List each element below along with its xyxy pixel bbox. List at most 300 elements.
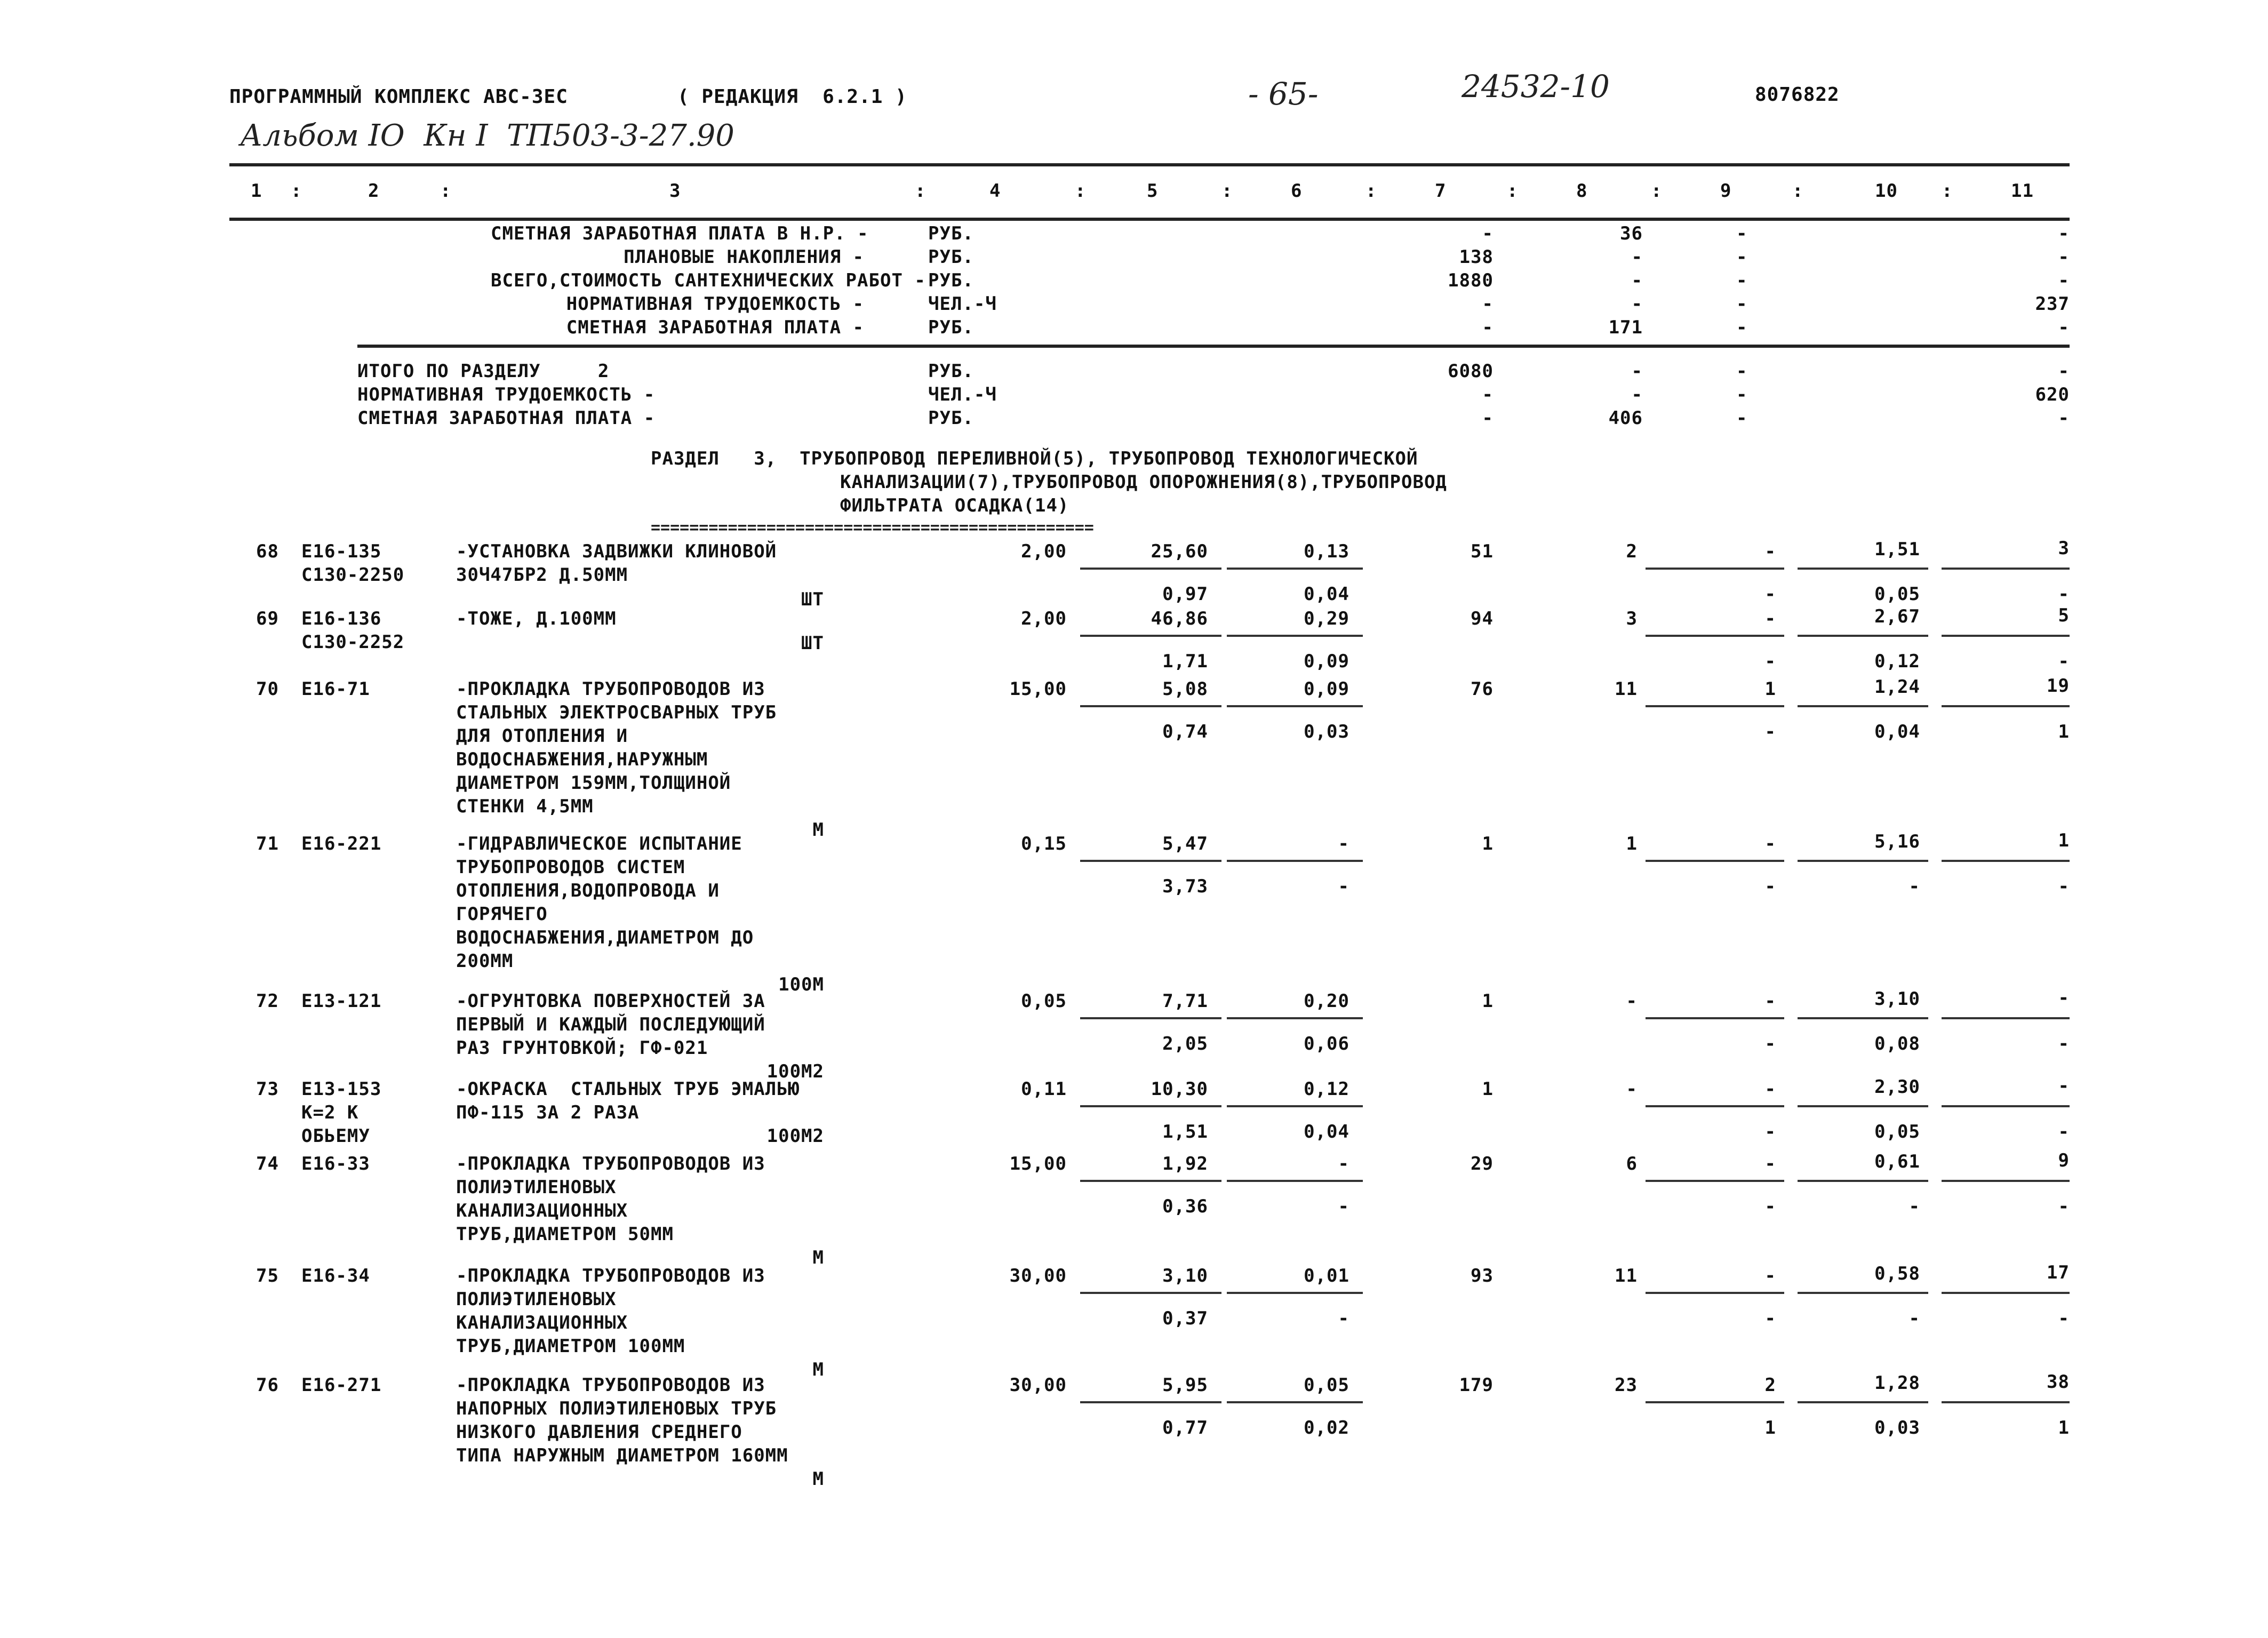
row-73-col5-top: 10,30	[1151, 1078, 1208, 1100]
row-74-col11-top: 9	[2058, 1150, 2070, 1171]
summary1-col8-2: -	[1631, 270, 1643, 291]
row-76-unit: М	[812, 1468, 824, 1490]
row-76-desc-2: НИЗКОГО ДАВЛЕНИЯ СРЕДНЕГО	[456, 1421, 742, 1443]
summary1-col9-1: -	[1736, 246, 1748, 268]
row-72-desc-1: ПЕРВЫЙ И КАЖДЫЙ ПОСЛЕДУЮЩИЙ	[456, 1014, 765, 1035]
column-number-2: 2	[368, 180, 380, 202]
row-76-desc-3: ТИПА НАРУЖНЫМ ДИАМЕТРОМ 160ММ	[456, 1445, 788, 1466]
row-68-col9-bottom: -	[1764, 584, 1776, 605]
row-76-col9-rule	[1646, 1401, 1784, 1403]
summary2-col7-1: -	[1482, 384, 1494, 405]
row-68-col10-bottom: 0,05	[1874, 584, 1920, 605]
row-74-desc-2: КАНАЛИЗАЦИОННЫХ	[456, 1200, 628, 1221]
summary1-col11-3: 237	[2035, 293, 2070, 315]
row-68-col5-rule	[1080, 568, 1221, 570]
row-72-number: 72	[256, 990, 279, 1012]
row-69-number: 69	[256, 608, 279, 629]
row-71-code-0: Е16-221	[301, 833, 382, 854]
document-number: 8076822	[1755, 84, 1840, 106]
row-72-col6-bottom: 0,06	[1304, 1033, 1349, 1054]
summary1-unit-3: ЧЕЛ.-Ч	[928, 293, 997, 315]
row-74-col8: 6	[1626, 1153, 1638, 1174]
row-71-desc-3: ГОРЯЧЕГО	[456, 904, 548, 925]
row-73-col7: 1	[1482, 1078, 1494, 1100]
row-75-col5-bottom: 0,37	[1162, 1308, 1208, 1329]
row-74-quantity: 15,00	[1009, 1153, 1067, 1174]
row-73-col11-bottom: -	[2058, 1121, 2070, 1142]
row-69-col5-rule	[1080, 635, 1221, 637]
row-75-col11-bottom: -	[2058, 1308, 2070, 1329]
row-71-quantity: 0,15	[1021, 833, 1067, 854]
row-73-col8: -	[1626, 1078, 1638, 1100]
row-68-col11-top: 3	[2058, 538, 2070, 559]
row-71-col8: 1	[1626, 833, 1638, 854]
row-71-desc-2: ОТОПЛЕНИЯ,ВОДОПРОВОДА И	[456, 880, 720, 901]
row-76-col9-top: 2	[1764, 1375, 1776, 1396]
row-75-code-0: Е16-34	[301, 1265, 370, 1287]
row-71-desc-5: 200ММ	[456, 950, 514, 972]
summary1-col9-4: -	[1736, 317, 1748, 338]
program-title: ПРОГРАММНЫЙ КОМПЛЕКС АВС-3ЕС	[229, 86, 568, 108]
column-number-1: 1	[251, 180, 262, 202]
row-74-col10-rule	[1798, 1180, 1928, 1182]
page-number: - 65-	[1248, 76, 1319, 112]
summary1-col8-3: -	[1631, 293, 1643, 315]
section-title-line-1: КАНАЛИЗАЦИИ(7),ТРУБОПРОВОД ОПОРОЖНЕНИЯ(8),ТРУБОПРОВОД	[840, 472, 1447, 493]
row-76-col10-top: 1,28	[1874, 1372, 1920, 1394]
column-number-11: 11	[2011, 180, 2034, 202]
row-76-desc-1: НАПОРНЫХ ПОЛИЭТИЛЕНОВЫХ ТРУБ	[456, 1398, 777, 1419]
column-separator-6: :	[1507, 180, 1519, 202]
summary1-col11-1: -	[2058, 246, 2070, 268]
row-68-col8: 2	[1626, 541, 1638, 562]
row-72-col11-rule	[1942, 1017, 2070, 1019]
row-71-number: 71	[256, 833, 279, 854]
row-73-code-0: Е13-153	[301, 1078, 382, 1100]
row-68-col5-top: 25,60	[1151, 541, 1208, 562]
row-76-code-0: Е16-271	[301, 1375, 382, 1396]
row-70-col6-bottom: 0,03	[1304, 721, 1349, 742]
row-76-col6-rule	[1227, 1401, 1363, 1403]
row-71-col6-bottom: -	[1338, 876, 1349, 897]
row-70-desc-3: ВОДОСНАБЖЕНИЯ,НАРУЖНЫМ	[456, 749, 708, 770]
summary2-col11-2: -	[2058, 407, 2070, 429]
section-title-line-2: ФИЛЬТРАТА ОСАДКА(14)	[840, 495, 1069, 516]
row-76-col5-bottom: 0,77	[1162, 1417, 1208, 1439]
row-75-quantity: 30,00	[1009, 1265, 1067, 1287]
column-separator-1: :	[440, 180, 452, 202]
summary1-col8-0: 36	[1620, 223, 1643, 244]
row-70-col11-rule	[1942, 705, 2070, 707]
row-73-col6-bottom: 0,04	[1304, 1121, 1349, 1142]
row-69-col10-bottom: 0,12	[1874, 651, 1920, 672]
row-68-code-0: Е16-135	[301, 541, 382, 562]
row-70-col10-bottom: 0,04	[1874, 721, 1920, 742]
row-69-col11-rule	[1942, 635, 2070, 637]
row-70-col9-top: 1	[1764, 678, 1776, 700]
row-68-desc-1: 30Ч47БР2 Д.50ММ	[456, 564, 628, 586]
row-71-col9-top: -	[1764, 833, 1776, 854]
summary1-col7-3: -	[1482, 293, 1494, 315]
row-68-col10-rule	[1798, 568, 1928, 570]
header-top-rule	[229, 163, 2070, 166]
row-76-col6-top: 0,05	[1304, 1375, 1349, 1396]
row-70-col5-rule	[1080, 705, 1221, 707]
row-76-col5-top: 5,95	[1162, 1375, 1208, 1396]
row-71-col5-top: 5,47	[1162, 833, 1208, 854]
summary2-col8-0: -	[1631, 361, 1643, 382]
row-72-col5-rule	[1080, 1017, 1221, 1019]
row-73-col6-rule	[1227, 1105, 1363, 1107]
row-72-col8: -	[1626, 990, 1638, 1012]
row-68-col11-bottom: -	[2058, 584, 2070, 605]
row-69-col9-rule	[1646, 635, 1784, 637]
row-68-col10-top: 1,51	[1874, 539, 1920, 560]
row-71-col11-top: 1	[2058, 830, 2070, 851]
summary1-col9-3: -	[1736, 293, 1748, 315]
row-68-col9-top: -	[1764, 541, 1776, 562]
row-74-col11-rule	[1942, 1180, 2070, 1182]
row-68-col11-rule	[1942, 568, 2070, 570]
row-75-desc-3: ТРУБ,ДИАМЕТРОМ 100ММ	[456, 1336, 685, 1357]
row-69-col11-top: 5	[2058, 605, 2070, 626]
row-76-col10-rule	[1798, 1401, 1928, 1403]
column-separator-0: :	[291, 180, 302, 202]
row-76-number: 76	[256, 1375, 279, 1396]
row-69-col11-bottom: -	[2058, 651, 2070, 672]
column-separator-8: :	[1792, 180, 1804, 202]
row-70-col6-top: 0,09	[1304, 678, 1349, 700]
summary2-label-1: НОРМАТИВНАЯ ТРУДОЕМКОСТЬ -	[357, 384, 656, 405]
row-75-col6-bottom: -	[1338, 1308, 1349, 1329]
row-73-unit: 100М2	[766, 1125, 824, 1147]
row-71-col5-bottom: 3,73	[1162, 876, 1208, 897]
row-76-col6-bottom: 0,02	[1304, 1417, 1349, 1439]
row-71-col5-rule	[1080, 860, 1221, 862]
column-number-9: 9	[1720, 180, 1732, 202]
row-75-desc-2: КАНАЛИЗАЦИОННЫХ	[456, 1312, 628, 1333]
summary2-label-0: ИТОГО ПО РАЗДЕЛУ 2	[357, 361, 610, 382]
row-69-col8: 3	[1626, 608, 1638, 629]
row-73-desc-0: -ОКРАСКА СТАЛЬНЫХ ТРУБ ЭМАЛЬЮ	[456, 1078, 800, 1100]
row-69-code-1: С130-2252	[301, 632, 405, 653]
summary1-col9-2: -	[1736, 270, 1748, 291]
column-number-5: 5	[1147, 180, 1159, 202]
row-72-col10-rule	[1798, 1017, 1928, 1019]
document-code: 24532-10	[1462, 68, 1610, 105]
row-70-desc-4: ДИАМЕТРОМ 159ММ,ТОЛЩИНОЙ	[456, 772, 731, 794]
row-76-col5-rule	[1080, 1401, 1221, 1403]
row-75-col9-rule	[1646, 1292, 1784, 1294]
row-74-desc-0: -ПРОКЛАДКА ТРУБОПРОВОДОВ ИЗ	[456, 1153, 765, 1174]
row-68-quantity: 2,00	[1021, 541, 1067, 562]
column-separator-2: :	[915, 180, 927, 202]
row-70-desc-2: ДЛЯ ОТОПЛЕНИЯ И	[456, 725, 628, 747]
row-76-col11-rule	[1942, 1401, 2070, 1403]
column-separator-3: :	[1075, 180, 1087, 202]
row-71-col6-rule	[1227, 860, 1363, 862]
row-72-quantity: 0,05	[1021, 990, 1067, 1012]
row-72-code-0: Е13-121	[301, 990, 382, 1012]
summary2-col9-1: -	[1736, 384, 1748, 405]
row-70-col7: 76	[1471, 678, 1494, 700]
row-74-col6-top: -	[1338, 1153, 1349, 1174]
summary2-unit-0: РУБ.	[928, 361, 974, 382]
row-69-desc-0: -ТОЖЕ, Д.100ММ	[456, 608, 617, 629]
row-76-col11-bottom: 1	[2058, 1417, 2070, 1439]
row-75-col10-rule	[1798, 1292, 1928, 1294]
row-75-unit: М	[812, 1359, 824, 1380]
row-68-code-1: С130-2250	[301, 564, 405, 586]
row-70-col11-top: 19	[2047, 675, 2070, 697]
row-75-col11-top: 17	[2047, 1262, 2070, 1283]
section-title-line-0: РАЗДЕЛ 3, ТРУБОПРОВОД ПЕРЕЛИВНОЙ(5), ТРУБОПРОВОД ТЕХНОЛОГИЧЕСКОЙ	[651, 448, 1418, 469]
row-68-col5-bottom: 0,97	[1162, 584, 1208, 605]
row-74-col9-bottom: -	[1764, 1196, 1776, 1217]
summary1-col7-4: -	[1482, 317, 1494, 338]
summary2-label-2: СМЕТНАЯ ЗАРАБОТНАЯ ПЛАТА -	[357, 407, 656, 429]
row-72-col6-rule	[1227, 1017, 1363, 1019]
row-70-col9-bottom: -	[1764, 721, 1776, 742]
row-76-col9-bottom: 1	[1764, 1417, 1776, 1439]
row-76-col8: 23	[1615, 1375, 1638, 1396]
row-72-desc-2: РАЗ ГРУНТОВКОЙ; ГФ-021	[456, 1037, 708, 1059]
row-71-col6-top: -	[1338, 833, 1349, 854]
row-74-col10-bottom: -	[1908, 1196, 1920, 1217]
summary1-col7-1: 138	[1459, 246, 1494, 268]
row-69-col9-top: -	[1764, 608, 1776, 629]
summary1-unit-0: РУБ.	[928, 223, 974, 244]
row-71-col11-rule	[1942, 860, 2070, 862]
row-72-col5-bottom: 2,05	[1162, 1033, 1208, 1054]
row-73-col5-rule	[1080, 1105, 1221, 1107]
summary1-label-3: НОРМАТИВНАЯ ТРУДОЕМКОСТЬ -	[566, 293, 864, 315]
row-69-quantity: 2,00	[1021, 608, 1067, 629]
row-73-col10-top: 2,30	[1874, 1076, 1920, 1098]
row-69-col7: 94	[1471, 608, 1494, 629]
summary1-col7-0: -	[1482, 223, 1494, 244]
row-75-col6-top: 0,01	[1304, 1265, 1349, 1287]
row-72-unit: 100М2	[766, 1061, 824, 1082]
row-73-code-1: К=2 К	[301, 1102, 359, 1123]
row-72-col10-top: 3,10	[1874, 988, 1920, 1010]
column-separator-9: :	[1942, 180, 1953, 202]
row-70-col5-top: 5,08	[1162, 678, 1208, 700]
column-number-4: 4	[989, 180, 1001, 202]
row-74-col9-rule	[1646, 1180, 1784, 1182]
row-69-col9-bottom: -	[1764, 651, 1776, 672]
row-71-col10-rule	[1798, 860, 1928, 862]
row-70-col6-rule	[1227, 705, 1363, 707]
row-75-col7: 93	[1471, 1265, 1494, 1287]
row-75-desc-0: -ПРОКЛАДКА ТРУБОПРОВОДОВ ИЗ	[456, 1265, 765, 1287]
row-76-desc-0: -ПРОКЛАДКА ТРУБОПРОВОДОВ ИЗ	[456, 1375, 765, 1396]
row-75-col5-top: 3,10	[1162, 1265, 1208, 1287]
row-70-col11-bottom: 1	[2058, 721, 2070, 742]
row-70-desc-0: -ПРОКЛАДКА ТРУБОПРОВОДОВ ИЗ	[456, 678, 765, 700]
row-70-col10-top: 1,24	[1874, 676, 1920, 698]
summary2-unit-2: РУБ.	[928, 407, 974, 429]
row-69-col10-rule	[1798, 635, 1928, 637]
row-75-col10-bottom: -	[1908, 1308, 1920, 1329]
summary1-unit-1: РУБ.	[928, 246, 974, 268]
row-73-col11-top: -	[2058, 1075, 2070, 1097]
row-75-col8: 11	[1615, 1265, 1638, 1287]
row-68-unit: ШТ	[801, 589, 824, 610]
row-72-col10-bottom: 0,08	[1874, 1033, 1920, 1054]
summary1-label-1: ПЛАНОВЫЕ НАКОПЛЕНИЯ -	[624, 246, 864, 268]
row-74-col6-bottom: -	[1338, 1196, 1349, 1217]
summary-divider	[357, 345, 2070, 348]
summary1-col9-0: -	[1736, 223, 1748, 244]
row-72-col6-top: 0,20	[1304, 990, 1349, 1012]
row-76-col11-top: 38	[2047, 1371, 2070, 1393]
row-72-col11-bottom: -	[2058, 1033, 2070, 1054]
row-71-col10-bottom: -	[1908, 876, 1920, 897]
row-73-code-2: ОБЬЕМУ	[301, 1125, 370, 1147]
summary2-col8-2: 406	[1608, 407, 1643, 429]
summary1-col11-2: -	[2058, 270, 2070, 291]
row-69-code-0: Е16-136	[301, 608, 382, 629]
row-69-unit: ШТ	[801, 633, 824, 654]
header-bottom-rule	[229, 218, 2070, 221]
row-71-unit: 100М	[778, 974, 824, 995]
row-75-col6-rule	[1227, 1292, 1363, 1294]
column-number-10: 10	[1875, 180, 1898, 202]
summary2-col9-0: -	[1736, 361, 1748, 382]
row-68-col9-rule	[1646, 568, 1784, 570]
row-76-col7: 179	[1459, 1375, 1494, 1396]
summary2-col7-2: -	[1482, 407, 1494, 429]
row-72-col9-top: -	[1764, 990, 1776, 1012]
row-73-quantity: 0,11	[1021, 1078, 1067, 1100]
row-69-col5-top: 46,86	[1151, 608, 1208, 629]
row-73-number: 73	[256, 1078, 279, 1100]
row-69-col10-top: 2,67	[1874, 606, 1920, 627]
edition-label: ( РЕДАКЦИЯ 6.2.1 )	[677, 86, 907, 108]
row-75-number: 75	[256, 1265, 279, 1287]
column-number-7: 7	[1435, 180, 1447, 202]
row-71-col9-rule	[1646, 860, 1784, 862]
row-71-desc-1: ТРУБОПРОВОДОВ СИСТЕМ	[456, 857, 685, 878]
column-number-3: 3	[669, 180, 681, 202]
row-70-desc-5: СТЕНКИ 4,5ММ	[456, 796, 594, 817]
row-68-desc-0: -УСТАНОВКА ЗАДВИЖКИ КЛИНОВОЙ	[456, 541, 777, 562]
row-73-desc-1: ПФ-115 ЗА 2 РАЗА	[456, 1102, 640, 1123]
column-separator-7: :	[1651, 180, 1663, 202]
row-74-col10-top: 0,61	[1874, 1151, 1920, 1172]
row-72-col5-top: 7,71	[1162, 990, 1208, 1012]
row-70-unit: М	[812, 819, 824, 841]
row-74-desc-3: ТРУБ,ДИАМЕТРОМ 50ММ	[456, 1224, 674, 1245]
row-71-col11-bottom: -	[2058, 876, 2070, 897]
row-68-col6-top: 0,13	[1304, 541, 1349, 562]
row-70-number: 70	[256, 678, 279, 700]
row-71-col9-bottom: -	[1764, 876, 1776, 897]
row-74-col9-top: -	[1764, 1153, 1776, 1174]
row-71-col7: 1	[1482, 833, 1494, 854]
row-69-col6-top: 0,29	[1304, 608, 1349, 629]
summary1-label-0: СМЕТНАЯ ЗАРАБОТНАЯ ПЛАТА В Н.Р. -	[491, 223, 869, 244]
summary1-label-4: СМЕТНАЯ ЗАРАБОТНАЯ ПЛАТА -	[566, 317, 864, 338]
row-75-desc-1: ПОЛИЭТИЛЕНОВЫХ	[456, 1289, 617, 1310]
column-number-6: 6	[1291, 180, 1303, 202]
summary1-unit-4: РУБ.	[928, 317, 974, 338]
row-69-col6-rule	[1227, 635, 1363, 637]
summary2-unit-1: ЧЕЛ.-Ч	[928, 384, 997, 405]
row-73-col9-bottom: -	[1764, 1121, 1776, 1142]
row-72-col9-rule	[1646, 1017, 1784, 1019]
row-70-col10-rule	[1798, 705, 1928, 707]
row-68-number: 68	[256, 541, 279, 562]
section-rule: ==============================================	[651, 518, 1094, 537]
row-70-col5-bottom: 0,74	[1162, 721, 1208, 742]
row-73-col6-top: 0,12	[1304, 1078, 1349, 1100]
row-70-quantity: 15,00	[1009, 678, 1067, 700]
row-71-desc-0: -ГИДРАВЛИЧЕСКОЕ ИСПЫТАНИЕ	[456, 833, 742, 854]
row-74-col7: 29	[1471, 1153, 1494, 1174]
row-69-col6-bottom: 0,09	[1304, 651, 1349, 672]
summary1-unit-2: РУБ.	[928, 270, 974, 291]
row-74-unit: М	[812, 1247, 824, 1268]
row-71-col10-top: 5,16	[1874, 831, 1920, 852]
row-70-col8: 11	[1615, 678, 1638, 700]
column-number-8: 8	[1576, 180, 1588, 202]
summary2-col7-0: 6080	[1448, 361, 1494, 382]
row-74-number: 74	[256, 1153, 279, 1174]
column-separator-5: :	[1365, 180, 1377, 202]
summary1-col8-1: -	[1631, 246, 1643, 268]
row-75-col5-rule	[1080, 1292, 1221, 1294]
album-reference: Альбом IO Кн I ТП503-3-27.90	[240, 118, 734, 153]
row-69-col5-bottom: 1,71	[1162, 651, 1208, 672]
row-70-code-0: Е16-71	[301, 678, 370, 700]
summary2-col11-1: 620	[2035, 384, 2070, 405]
summary1-col11-0: -	[2058, 223, 2070, 244]
row-72-col9-bottom: -	[1764, 1033, 1776, 1054]
row-76-col10-bottom: 0,03	[1874, 1417, 1920, 1439]
summary1-col8-4: 171	[1608, 317, 1643, 338]
row-74-col5-bottom: 0,36	[1162, 1196, 1208, 1217]
row-74-col5-top: 1,92	[1162, 1153, 1208, 1174]
row-74-col5-rule	[1080, 1180, 1221, 1182]
summary1-label-2: ВСЕГО,СТОИМОСТЬ САНТЕХНИЧЕСКИХ РАБОТ -	[491, 270, 926, 291]
row-75-col11-rule	[1942, 1292, 2070, 1294]
row-74-desc-1: ПОЛИЭТИЛЕНОВЫХ	[456, 1177, 617, 1198]
summary2-col11-0: -	[2058, 361, 2070, 382]
summary1-col11-4: -	[2058, 317, 2070, 338]
row-72-col7: 1	[1482, 990, 1494, 1012]
row-73-col10-bottom: 0,05	[1874, 1121, 1920, 1142]
summary2-col8-1: -	[1631, 384, 1643, 405]
column-separator-4: :	[1221, 180, 1233, 202]
row-73-col9-top: -	[1764, 1078, 1776, 1100]
row-72-col11-top: -	[2058, 987, 2070, 1009]
row-68-col6-rule	[1227, 568, 1363, 570]
row-70-desc-1: СТАЛЬНЫХ ЭЛЕКТРОСВАРНЫХ ТРУБ	[456, 702, 777, 723]
row-74-col11-bottom: -	[2058, 1196, 2070, 1217]
summary2-col9-2: -	[1736, 407, 1748, 429]
row-71-desc-4: ВОДОСНАБЖЕНИЯ,ДИАМЕТРОМ ДО	[456, 927, 754, 948]
row-68-col6-bottom: 0,04	[1304, 584, 1349, 605]
row-73-col11-rule	[1942, 1105, 2070, 1107]
row-75-col9-top: -	[1764, 1265, 1776, 1287]
row-74-code-0: Е16-33	[301, 1153, 370, 1174]
row-73-col5-bottom: 1,51	[1162, 1121, 1208, 1142]
row-73-col9-rule	[1646, 1105, 1784, 1107]
row-75-col10-top: 0,58	[1874, 1263, 1920, 1284]
row-76-quantity: 30,00	[1009, 1375, 1067, 1396]
